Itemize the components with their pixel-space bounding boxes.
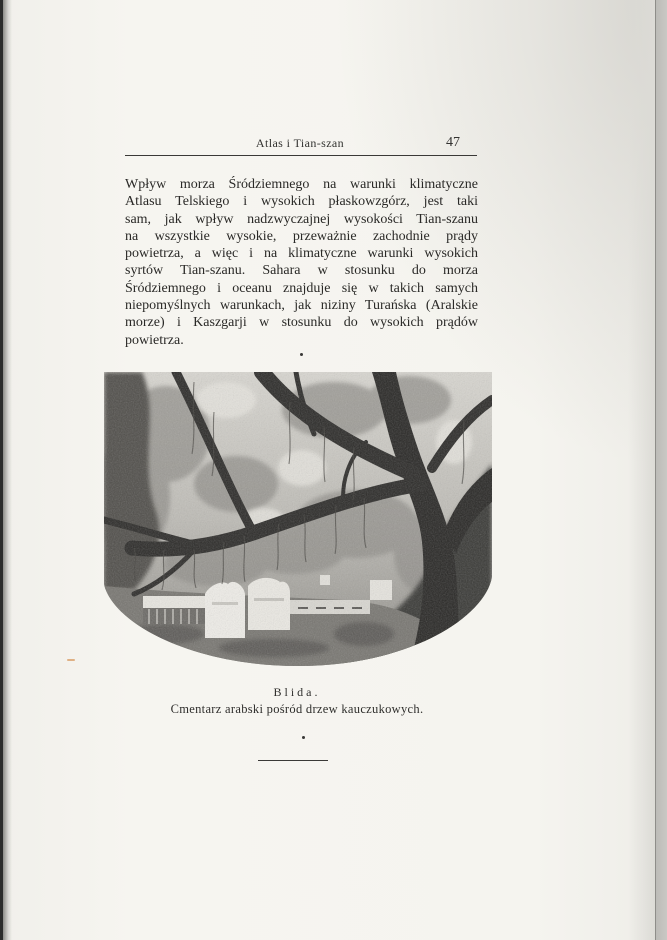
running-head: Atlas i Tian-szan [255, 136, 345, 150]
body-line: niepomyślnych warunkach, jak niziny Turańska (Aralskie [125, 298, 478, 314]
scan-background-strip [656, 0, 667, 940]
page-edge-shadow [628, 0, 655, 940]
ornament-dot [302, 736, 305, 739]
body-line: Wpływ morza Śródziemnego na warunki klimatyczne [125, 177, 478, 192]
photo-content [104, 372, 492, 666]
ink-mark [67, 659, 75, 661]
body-line: syrtów Tian-szanu. Sahara w stosunku do morza [125, 263, 478, 279]
ornament-dot [300, 353, 303, 356]
body-line: powietrza, a więc i na klimatyczne warunki wysokich [125, 246, 478, 262]
body-line: Atlasu Telskiego i wysokich płaskowzgórz, jest taki [125, 194, 478, 210]
body-line: powietrza. [125, 332, 184, 348]
body-line: na wszystkie wysokie, przeważnie zachodnie prądy [125, 228, 478, 244]
page-number: 47 [446, 135, 460, 150]
figure-photo [104, 372, 492, 666]
binding-shadow [3, 0, 12, 940]
closing-rule [258, 760, 328, 761]
photo-grain [104, 372, 492, 666]
header-rule [125, 155, 477, 156]
body-line: Śródziemnego i oceanu znajduje się w takich samych [125, 280, 478, 296]
figure-caption-title: Blida. [273, 685, 321, 699]
figure-caption-text: Cmentarz arabski pośród drzew kauczukowych. [170, 702, 424, 716]
body-line: morze) i Kaszgarji w stosunku do wysokich prądów [125, 315, 478, 331]
body-paragraph [125, 176, 478, 349]
body-line: sam, jak wpływ nadzwyczajnej wysokości Tian-szanu [125, 211, 478, 227]
